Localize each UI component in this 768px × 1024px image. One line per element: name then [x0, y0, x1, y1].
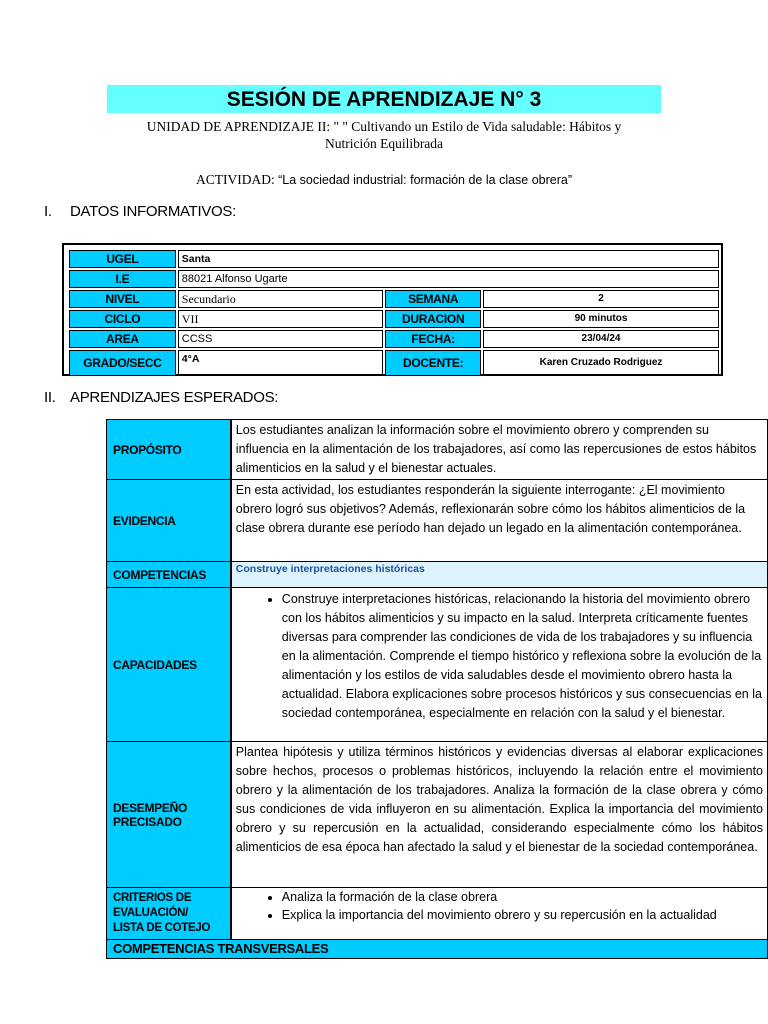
desempeno-label-line-1: DESEMPEÑO [113, 800, 187, 815]
section-heading-aprendizajes [44, 389, 278, 406]
competencias-label: COMPETENCIAS [107, 562, 231, 588]
semana-label: SEMANA [385, 290, 481, 308]
section-title: DATOS INFORMATIVOS: [70, 203, 236, 220]
ugel-value: Santa [178, 250, 719, 268]
area-label: AREA [69, 330, 176, 348]
section-number: I. [44, 203, 52, 220]
criterio-item: • Explica la importancia del movimiento obrero y su repercusión en la actualidad [282, 906, 763, 924]
capacidades-list [236, 590, 763, 723]
evidencia-label: EVIDENCIA [107, 480, 231, 562]
actividad-text [100, 171, 668, 189]
capacidades-item: • Construye interpretaciones históricas, relacionando la historia del movimiento obrero con los hábitos alimenticios y su impacto en la salud. Interpreta críticamente fuentes diversas para comprender las condiciones de vida de los trabajadores y su influencia en la alimentación. Comprende el tiempo histórico y reflexiona sobre la evolución de la alimentación y los estilos de vida saludables desde el movimiento obrero hasta la actualidad. Elabora explicaciones sobre procesos históricos y sus consecuencias en la sociedad contemporánea, especialmente en relación con la salud y el bienestar. [282, 590, 763, 723]
grado-value: 4°A [178, 350, 384, 376]
criterios-label-line-2: EVALUACIÓN/ [113, 907, 189, 919]
unidad-line-2: Nutrición Equilibrada [324, 136, 444, 151]
aprendizajes-table [106, 419, 768, 959]
capacidades-cell [231, 588, 768, 742]
desempeno-label [107, 742, 231, 888]
actividad-prefix: ACTIVIDAD: [195, 172, 279, 187]
ugel-label: UGEL [69, 250, 176, 268]
session-title: SESIÓN DE APRENDIZAJE N° 3 [107, 85, 661, 113]
criterios-label-line-3: LISTA DE COTEJO [113, 922, 211, 934]
criterios-label [107, 888, 231, 940]
competencias-text: Construye interpretaciones históricas [231, 562, 768, 588]
area-value: CCSS [178, 330, 384, 348]
desempeno-label-line-2: PRECISADO [113, 814, 182, 829]
desempeno-text: Plantea hipótesis y utiliza términos históricos y evidencias diversas al elaborar explicaciones sobre hechos, procesos o problemas históricos, incluyendo la relación entre el movimiento obrero y la alimentación de los trabajadores. Analiza la formación de la clase obrera y cómo sus condiciones de vida influyeron en su alimentación. Explica la importancia del movimiento obrero y su repercusión en la actualidad, considerando especialmente cómo los hábitos alimenticios de esa época han afectado la salud y el bienestar de la sociedad contemporánea. [231, 742, 768, 888]
actividad-title: “La sociedad industrial: formación de la clase obrera” [278, 173, 573, 187]
competencias-transversales-header: COMPETENCIAS TRANSVERSALES [107, 940, 768, 959]
unidad-line-1: UNIDAD DE APRENDIZAJE II: " " Cultivando un Estilo de Vida saludable: Hábitos y [146, 119, 622, 134]
criterio-item: • Analiza la formación de la clase obrera [282, 888, 763, 906]
duracion-label: DURACION [385, 310, 481, 328]
ciclo-value: VII [178, 310, 384, 328]
proposito-label: PROPÓSITO [107, 420, 231, 480]
criterios-list [236, 888, 763, 924]
fecha-label: FECHA: [385, 330, 481, 348]
semana-value: 2 [483, 290, 719, 308]
datos-grid [67, 248, 721, 378]
ciclo-label: CICLO [69, 310, 176, 328]
duracion-value: 90 minutos [483, 310, 719, 328]
grado-label: GRADO/SECC [69, 350, 176, 376]
capacidades-label: CAPACIDADES [107, 588, 231, 742]
ie-label: I.E [69, 270, 176, 288]
unidad-text [100, 118, 668, 152]
fecha-value: 23/04/24 [483, 330, 719, 348]
evidencia-text: En esta actividad, los estudiantes responderán la siguiente interrogante: ¿El movimiento obrero logró sus objetivos? Además, reflexionarán sobre cómo los hábitos alimenticios de la clase obrera durante ese período han dejado un legado en la alimentación contemporánea. [231, 480, 768, 562]
proposito-text: Los estudiantes analizan la información sobre el movimiento obrero y comprenden su influencia en la alimentación de los trabajadores, así como las repercusiones de estos hábitos alimenticios en la salud y el bienestar actuales. [231, 420, 768, 480]
section-heading-datos [44, 203, 236, 220]
section-title: APRENDIZAJES ESPERADOS: [70, 389, 279, 406]
docente-value: Karen Cruzado Rodriguez [483, 350, 719, 376]
ie-value: 88021 Alfonso Ugarte [178, 270, 719, 288]
nivel-value: Secundario [178, 290, 384, 308]
nivel-label: NIVEL [69, 290, 176, 308]
criterios-cell [231, 888, 768, 940]
criterios-label-line-1: CRITERIOS DE [113, 892, 192, 904]
docente-label: DOCENTE: [385, 350, 481, 376]
section-number: II. [44, 389, 56, 406]
datos-informativos-table [62, 243, 723, 376]
